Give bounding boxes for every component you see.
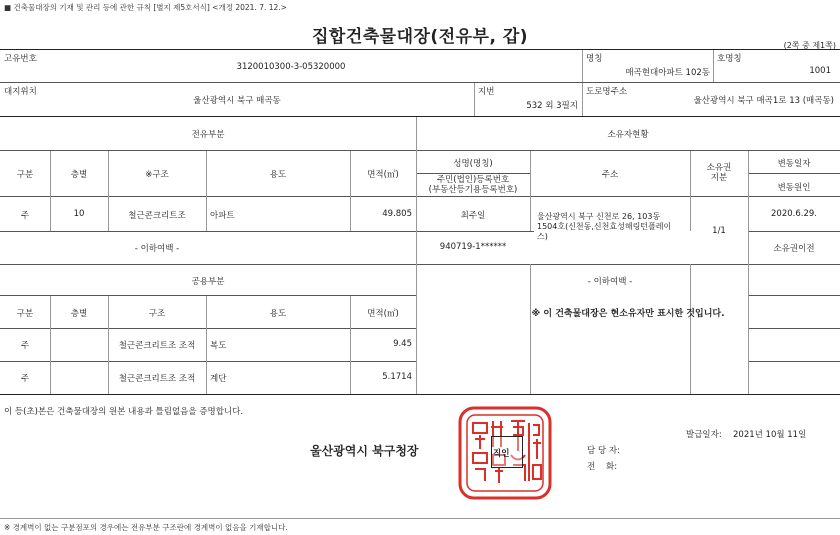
lot-label: 지번 (478, 87, 495, 97)
col-gubun: 구분 (16, 170, 34, 180)
owner-name: 최주일 (460, 211, 486, 221)
info-vline-2 (713, 50, 714, 82)
info-row-divider (0, 82, 840, 83)
exclusive-section-title: 전유부분 (191, 130, 225, 140)
cm-row1-gubun: 주 (20, 341, 30, 351)
table-bottom-border (0, 394, 840, 395)
table-hline-4 (0, 264, 840, 265)
table-vline-e (530, 151, 531, 231)
page-title: 집합건축물대장(전유부, 갑) (311, 27, 529, 47)
owner-section-title: 소유자현황 (607, 130, 649, 140)
road-address-value: 울산광역시 북구 매곡1로 13 (매곡동) (693, 96, 834, 106)
owner-col-share: 소유권 지분 (706, 163, 732, 183)
staff-label: 담 당 자: (587, 446, 620, 456)
owner-col-name: 성명(명칭) (453, 159, 493, 169)
bottom-divider (0, 518, 840, 519)
unit-value: 1001 (809, 66, 831, 76)
cm-row2-gubun: 주 (20, 374, 30, 384)
owner-blank-row: - 이하여백 - (587, 277, 633, 287)
issuing-office: 울산광역시 북구청장 (310, 444, 419, 458)
building-name-value: 매곡현대아파트 102동 (625, 68, 710, 78)
owner-change-cause: 소유권이전 (773, 244, 815, 254)
table-hline-7 (0, 361, 416, 362)
ex-row1-structure: 철근콘크리트조 (128, 211, 186, 221)
phone-label: 전 화: (587, 462, 618, 472)
owner-regno: 940719-1****** (439, 242, 507, 252)
ex-row1-gubun: 주 (20, 211, 30, 221)
ex-row1-use: 아파트 (210, 211, 235, 221)
cm-row1-structure: 철근콘크리트조 조적 (118, 341, 196, 351)
form-notice: ■ 건축물대장의 기재 및 관리 등에 관한 규칙 [별지 제5호서식] <개정 2021. 7. 12.> (4, 3, 287, 12)
common-section-title: 공용부분 (191, 277, 225, 287)
owner-col-change-cause: 변동원인 (777, 183, 811, 193)
table-hline-5 (0, 295, 416, 296)
cm-row2-area: 5.1714 (382, 372, 412, 382)
page-number: (2쪽 중 제1쪽) (783, 41, 836, 50)
table-hline-2 (0, 196, 840, 197)
owner-change-date: 2020.6.29. (771, 209, 817, 219)
issue-date-label: 발급일자: (686, 430, 722, 440)
common-col-gubun: 구분 (16, 309, 34, 319)
stamp-label: 직인 (493, 449, 510, 459)
info-vline-1 (582, 50, 583, 82)
table-vline-c (206, 151, 207, 231)
col-structure: ※구조 (145, 170, 169, 180)
table-hline-5b (748, 295, 840, 296)
table-vline-i (690, 264, 691, 394)
owner-address: 울산광역시 북구 신천로 26, 103동 1504호(신천동,신천효성해링턴플레이 스) (537, 212, 672, 241)
info-top-border (0, 49, 840, 50)
table-hline-3b (416, 231, 534, 232)
site-label: 대지위치 (4, 87, 37, 97)
building-name-label: 명칭 (586, 54, 603, 64)
unique-no-value: 3120010300-3-05320000 (236, 62, 346, 72)
info-bottom-border (0, 116, 840, 117)
change-header-split (748, 173, 840, 174)
owner-note: ※ 이 건축물대장은 현소유자만 표시한 것입니다. (531, 309, 725, 319)
owner-col-change-date: 변동일자 (777, 159, 811, 169)
common-col-use: 용도 (269, 309, 287, 319)
table-hline-7b (748, 361, 840, 362)
owner-header-split (416, 173, 530, 174)
cm-row2-use: 계단 (210, 374, 227, 384)
issue-date: 2021년 10월 11일 (733, 430, 807, 440)
cm-row1-area: 9.45 (393, 339, 412, 349)
cm-row2-structure: 철근콘크리트조 조적 (118, 374, 196, 384)
info-vline-3 (474, 83, 475, 116)
table-vline-a (50, 151, 51, 231)
table-hline-1 (0, 150, 840, 151)
col-floor: 층별 (70, 170, 88, 180)
owner-col-address: 주소 (601, 170, 619, 180)
col-area: 면적(㎡) (367, 170, 399, 180)
owner-share: 1/1 (712, 226, 726, 236)
cm-row1-use: 복도 (210, 341, 227, 351)
table-hline-3c (748, 231, 840, 232)
common-col-structure: 구조 (148, 309, 166, 319)
ex-blank-row: - 이하여백 - (134, 244, 180, 254)
unique-no-label: 고유번호 (4, 54, 37, 64)
col-use: 용도 (269, 170, 287, 180)
lot-value: 532 외 3필지 (526, 101, 578, 111)
site-value: 울산광역시 북구 매곡동 (193, 96, 281, 106)
bottom-note: ※ 경계벽이 없는 구분점포의 경우에는 전유부분 구조란에 경계벽이 없음을 기재합니다. (4, 523, 288, 532)
owner-col-regno: 주민(법인)등록번호 (부동산등기용등록번호) (428, 175, 518, 195)
certify-text: 이 등(초)본은 건축물대장의 원본 내용과 틀림없음을 증명합니다. (4, 407, 244, 417)
road-address-label: 도로명주소 (586, 87, 628, 97)
table-hline-6 (0, 328, 416, 329)
table-hline-3 (0, 231, 416, 232)
unit-label: 호명칭 (717, 54, 742, 64)
info-vline-4 (582, 83, 583, 116)
common-col-floor: 층별 (70, 309, 88, 319)
table-hline-6b (748, 328, 840, 329)
common-col-area: 면적(㎡) (367, 309, 399, 319)
table-vline-d (350, 151, 351, 231)
ex-row1-area: 49.805 (382, 209, 412, 219)
ex-row1-floor: 10 (73, 209, 85, 219)
